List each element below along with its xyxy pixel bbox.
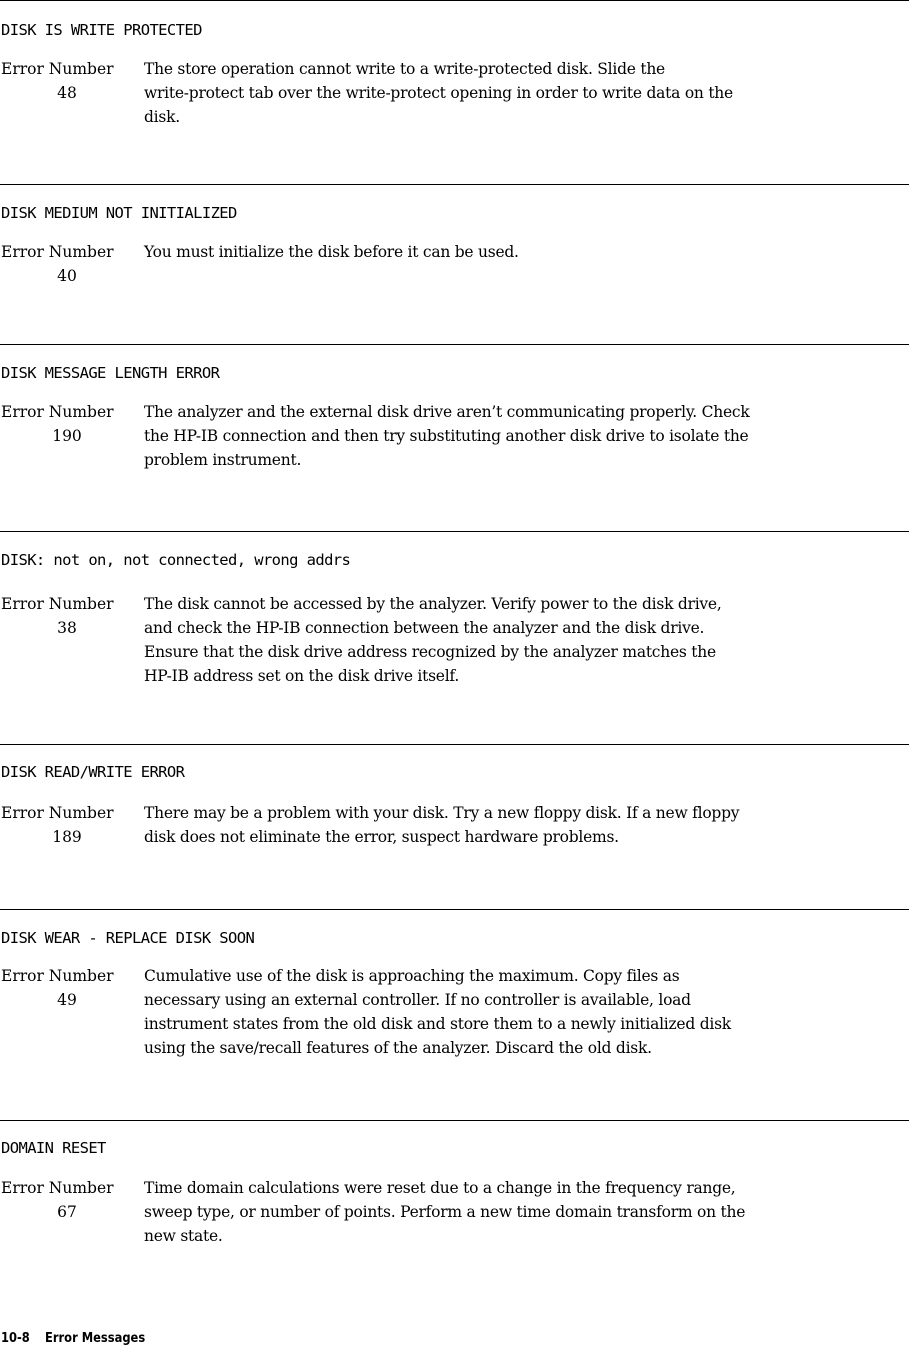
description-line: The analyzer and the external disk drive aren’t communicating properly. Check xyxy=(144,403,750,421)
description-line: There may be a problem with your disk. Try a new floppy disk. If a new floppy xyxy=(144,804,740,822)
page-footer xyxy=(1,1328,145,1348)
section-divider xyxy=(0,1120,909,1121)
description-line: Ensure that the disk drive address recognized by the analyzer matches the xyxy=(144,643,716,661)
description-line: HP-IB address set on the disk drive itself. xyxy=(144,667,460,685)
description-line: necessary using an external controller. If no controller is available, load xyxy=(144,991,691,1009)
error-number-value: 190 xyxy=(52,427,82,445)
error-description xyxy=(144,964,906,1060)
error-number-value: 49 xyxy=(57,991,77,1009)
description-line: the HP-IB connection and then try substituting another disk drive to isolate the xyxy=(144,427,749,445)
section-divider xyxy=(0,909,909,910)
error-heading: DISK READ/WRITE ERROR xyxy=(1,763,185,781)
error-number-label: Error Number xyxy=(1,60,114,78)
error-number-label: Error Number xyxy=(1,804,114,822)
description-line: using the save/recall features of the analyzer. Discard the old disk. xyxy=(144,1039,652,1057)
error-description xyxy=(144,240,906,264)
error-number-value: 189 xyxy=(52,828,82,846)
description-line: and check the HP-IB connection between the analyzer and the disk drive. xyxy=(144,619,705,637)
description-line: problem instrument. xyxy=(144,451,302,469)
error-number-label: Error Number xyxy=(1,967,114,985)
error-number-label: Error Number xyxy=(1,1179,114,1197)
description-line: sweep type, or number of points. Perform a new time domain transform on the xyxy=(144,1203,746,1221)
description-line: Cumulative use of the disk is approaching the maximum. Copy files as xyxy=(144,967,680,985)
error-description xyxy=(144,1176,906,1248)
error-heading: DISK: not on, not connected, wrong addrs xyxy=(1,551,351,569)
error-description xyxy=(144,400,906,472)
description-line: Time domain calculations were reset due to a change in the frequency range, xyxy=(144,1179,736,1197)
section-divider xyxy=(0,531,909,532)
section-divider xyxy=(0,344,909,345)
error-number-label: Error Number xyxy=(1,243,114,261)
error-number-label: Error Number xyxy=(1,403,114,421)
error-description xyxy=(144,592,906,688)
error-number-value: 40 xyxy=(57,267,77,285)
error-heading: DISK IS WRITE PROTECTED xyxy=(1,21,202,39)
error-description xyxy=(144,801,906,849)
description-line: You must initialize the disk before it can be used. xyxy=(144,243,519,261)
error-heading: DISK WEAR - REPLACE DISK SOON xyxy=(1,929,255,947)
description-line: new state. xyxy=(144,1227,223,1245)
error-number-value: 48 xyxy=(57,84,77,102)
error-number-value: 38 xyxy=(57,619,77,637)
section-divider xyxy=(0,744,909,745)
description-line: The disk cannot be accessed by the analyzer. Verify power to the disk drive, xyxy=(144,595,722,613)
error-number-label: Error Number xyxy=(1,595,114,613)
description-line: disk. xyxy=(144,108,180,126)
error-description xyxy=(144,57,906,129)
section-divider xyxy=(0,0,909,1)
description-line: The store operation cannot write to a write-protected disk. Slide the xyxy=(144,60,665,78)
description-line: write-protect tab over the write-protect opening in order to write data on the xyxy=(144,84,733,102)
error-heading: DOMAIN RESET xyxy=(1,1139,106,1157)
description-line: disk does not eliminate the error, suspect hardware problems. xyxy=(144,828,619,846)
page-number: 10-8 xyxy=(1,1330,30,1346)
section-divider xyxy=(0,184,909,185)
error-heading: DISK MESSAGE LENGTH ERROR xyxy=(1,364,220,382)
description-line: instrument states from the old disk and store them to a newly initialized disk xyxy=(144,1015,731,1033)
error-heading: DISK MEDIUM NOT INITIALIZED xyxy=(1,204,237,222)
section-title: Error Messages xyxy=(45,1330,146,1346)
error-number-value: 67 xyxy=(57,1203,77,1221)
